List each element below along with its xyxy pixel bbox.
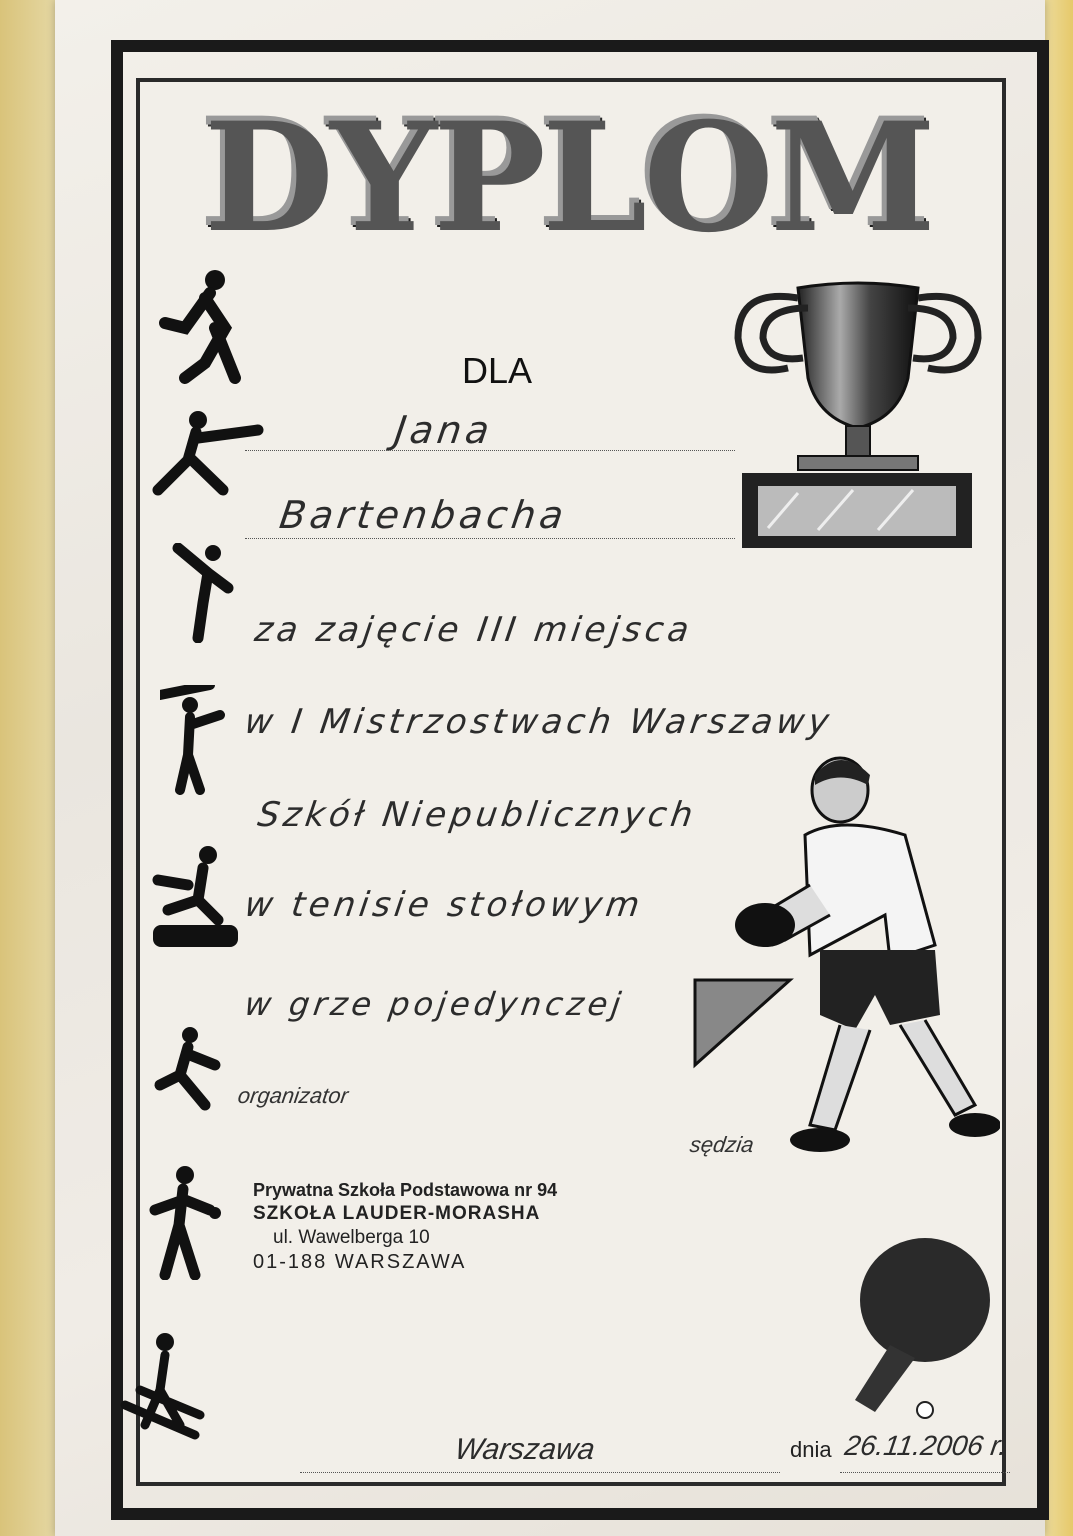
school-subname: SZKOŁA LAUDER-MORASHA — [253, 1203, 541, 1224]
diploma-title: DYPLOM — [180, 105, 950, 245]
name-line-1 — [245, 450, 735, 451]
sport-silhouette-icon — [160, 685, 240, 795]
school-street: ul. Wawelberga 10 — [273, 1227, 430, 1248]
trophy-icon — [728, 268, 988, 558]
issue-date: 26.11.2006 r. — [842, 1430, 1010, 1461]
school-name: Prywatna Szkoła Podstawowa nr 94 — [253, 1180, 558, 1200]
sport-silhouette-icon — [148, 410, 268, 500]
sport-silhouette-icon — [145, 1165, 225, 1280]
date-label: dnia — [790, 1437, 832, 1462]
achievement-line-3: Szkół Niepublicznych — [255, 795, 700, 835]
name-line-2 — [245, 538, 735, 539]
organizer-label: organizator — [236, 1083, 350, 1108]
achievement-line-2: w I Mistrzostwach Warszawy — [242, 702, 836, 742]
table-tennis-paddle-icon — [845, 1230, 995, 1420]
recipient-first-name: Jana — [391, 408, 496, 452]
sport-silhouette-icon — [120, 1330, 210, 1440]
table-tennis-player-icon — [690, 745, 1000, 1185]
sport-silhouette-icon — [155, 268, 255, 388]
achievement-line-1: za zajęcie III miejsca — [252, 610, 696, 650]
school-stamp — [253, 1178, 557, 1274]
background-left — [0, 0, 60, 1536]
place-of-issue: Warszawa — [452, 1433, 597, 1466]
school-city: 01-188 WARSZAWA — [253, 1251, 467, 1273]
date-line — [840, 1472, 1010, 1473]
achievement-line-5: w grze pojedynczej — [242, 985, 628, 1023]
sport-silhouette-icon — [168, 543, 238, 643]
recipient-last-name: Bartenbacha — [276, 493, 571, 537]
sport-silhouette-icon — [150, 1025, 230, 1115]
achievement-line-4: w tenisie stołowym — [242, 885, 647, 925]
judge-label: sędzia — [688, 1132, 756, 1157]
for-label: DLA — [462, 350, 533, 391]
place-line — [300, 1472, 780, 1473]
sport-silhouette-icon — [148, 840, 248, 950]
